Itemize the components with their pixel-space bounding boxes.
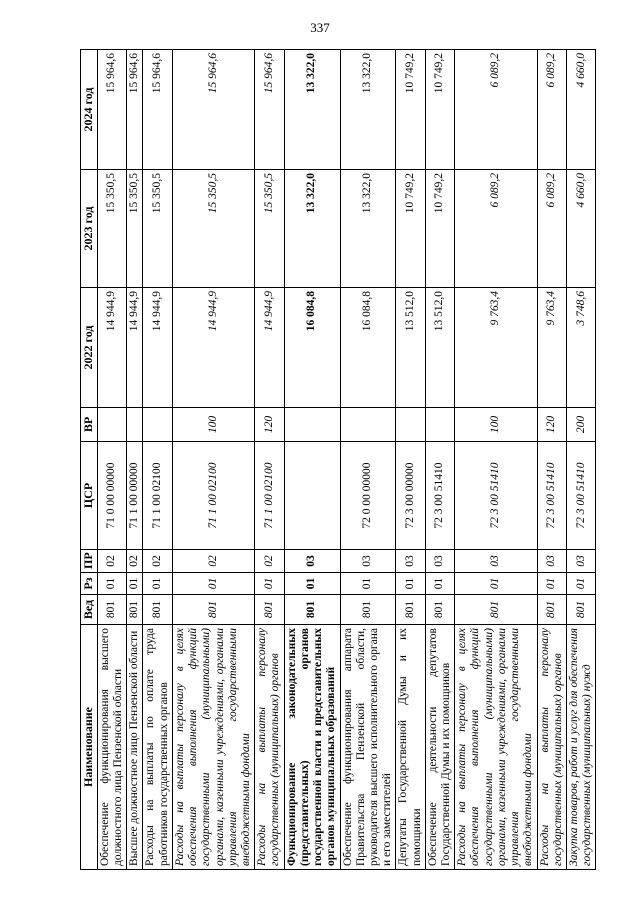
row-ved: 801 (284, 595, 340, 625)
row-2022: 14 944,9 (143, 288, 172, 408)
row-name: Функционирование законодательных (представительных) органов государственной власти и представительных органов муниципальных образований (284, 625, 340, 870)
row-name: Депутаты Государственной Думы и их помощники (396, 625, 425, 870)
row-name: Высшее должностное лицо Пензенской области (127, 625, 143, 870)
page-number: 337 (310, 20, 330, 35)
row-2024: 10 749,2 (396, 50, 425, 170)
row-ved: 801 (172, 595, 254, 625)
row-2023: 13 322,0 (340, 170, 396, 288)
row-csr: 72 0 00 00000 (340, 442, 396, 550)
row-ved: 801 (396, 595, 425, 625)
row-vr: 100 (172, 408, 254, 442)
row-rz: 01 (396, 573, 425, 595)
row-2023: 10 749,2 (425, 170, 454, 288)
row-2023: 15 350,5 (127, 170, 143, 288)
row-vr (425, 408, 454, 442)
row-csr: 71 0 00 00000 (97, 442, 126, 550)
row-2024: 13 322,0 (340, 50, 396, 170)
row-csr (284, 442, 340, 550)
row-csr: 72 3 00 51410 (537, 442, 566, 550)
row-csr: 72 3 00 00000 (396, 442, 425, 550)
row-2024: 15 964,6 (172, 50, 254, 170)
row-csr: 72 3 00 51410 (425, 442, 454, 550)
row-ved: 801 (537, 595, 566, 625)
row-csr: 72 3 00 51410 (455, 442, 537, 550)
row-2022: 16 084,8 (284, 288, 340, 408)
row-2023: 6 089,2 (537, 170, 566, 288)
row-rz: 01 (172, 573, 254, 595)
header-rz: Рз (81, 573, 98, 595)
row-2023: 10 749,2 (396, 170, 425, 288)
header-name: Наименование (81, 625, 98, 870)
row-ved: 801 (255, 595, 284, 625)
row-2024: 15 964,6 (143, 50, 172, 170)
row-rz: 01 (567, 573, 596, 595)
row-2024: 13 322,0 (284, 50, 340, 170)
row-2024: 6 089,2 (455, 50, 537, 170)
row-name: Расходы на выплаты персоналу в целях обеспечения выполнения функций государственными (муниципальными) органами, казенными учреждениями, органами управления государственными внебюджетными фондами (455, 625, 537, 870)
row-pr: 03 (425, 550, 454, 573)
row-2022: 14 944,9 (97, 288, 126, 408)
row-vr (396, 408, 425, 442)
budget-table (80, 49, 596, 870)
table-row (455, 50, 537, 870)
row-name: Расходы на выплаты персоналу государственных (муниципальных) органов (255, 625, 284, 870)
row-pr: 02 (255, 550, 284, 573)
row-2022: 9 763,4 (537, 288, 566, 408)
row-pr: 02 (172, 550, 254, 573)
header-vr: ВР (81, 408, 98, 442)
table-row (340, 50, 396, 870)
row-2023: 15 350,5 (172, 170, 254, 288)
row-pr: 02 (143, 550, 172, 573)
row-vr (127, 408, 143, 442)
row-ved: 801 (455, 595, 537, 625)
row-pr: 03 (396, 550, 425, 573)
row-2022: 3 748,6 (567, 288, 596, 408)
row-ved: 801 (425, 595, 454, 625)
row-vr: 100 (455, 408, 537, 442)
row-2022: 13 512,0 (396, 288, 425, 408)
row-name: Расходы на выплаты персоналу в целях обеспечения выполнения функций государственными (муниципальными) органами, казенными учреждениями, органами управления государственными внебюджетными фондами (172, 625, 254, 870)
row-vr (284, 408, 340, 442)
row-name: Обеспечение функционирования аппарата Правительства Пензенской области, руководителя высшего исполнительного органа и его заместителей (340, 625, 396, 870)
row-2023: 6 089,2 (455, 170, 537, 288)
row-ved: 801 (340, 595, 396, 625)
table-row (425, 50, 454, 870)
row-name: Расходы на выплаты по оплате труда работников государственных органов (143, 625, 172, 870)
table-row (537, 50, 566, 870)
row-2022: 13 512,0 (425, 288, 454, 408)
row-2023: 15 350,5 (143, 170, 172, 288)
header-2023: 2023 год (81, 170, 98, 288)
table-row (284, 50, 340, 870)
header-csr: ЦСР (81, 442, 98, 550)
header-2022: 2022 год (81, 288, 98, 408)
table-row (567, 50, 596, 870)
row-name: Обеспечение деятельности депутатов Государственной Думы и их помощников (425, 625, 454, 870)
row-2022: 14 944,9 (127, 288, 143, 408)
row-2024: 6 089,2 (537, 50, 566, 170)
row-ved: 801 (143, 595, 172, 625)
row-pr: 02 (127, 550, 143, 573)
row-vr (143, 408, 172, 442)
row-name: Закупка товаров, работ и услуг для обеспечения государственных (муниципальных) нужд (567, 625, 596, 870)
row-2022: 16 084,8 (340, 288, 396, 408)
row-vr (97, 408, 126, 442)
row-pr: 03 (455, 550, 537, 573)
row-csr: 71 1 00 02100 (143, 442, 172, 550)
row-csr: 72 3 00 51410 (567, 442, 596, 550)
row-pr: 03 (284, 550, 340, 573)
row-2023: 13 322,0 (284, 170, 340, 288)
row-rz: 01 (537, 573, 566, 595)
row-rz: 01 (340, 573, 396, 595)
table-row (255, 50, 284, 870)
row-rz: 01 (97, 573, 126, 595)
row-name: Обеспечение функционирования высшего должностного лица Пензенской области (97, 625, 126, 870)
row-rz: 01 (255, 573, 284, 595)
row-csr: 71 1 00 00000 (127, 442, 143, 550)
table-row (172, 50, 254, 870)
row-rz: 01 (284, 573, 340, 595)
row-vr: 120 (537, 408, 566, 442)
table-row (143, 50, 172, 870)
row-2024: 10 749,2 (425, 50, 454, 170)
row-2022: 14 944,9 (255, 288, 284, 408)
row-csr: 71 1 00 02100 (255, 442, 284, 550)
table-header-row (81, 50, 98, 870)
row-pr: 03 (537, 550, 566, 573)
row-rz: 01 (143, 573, 172, 595)
row-2024: 15 964,6 (255, 50, 284, 170)
row-vr (340, 408, 396, 442)
row-ved: 801 (567, 595, 596, 625)
table-row (97, 50, 126, 870)
table-row (127, 50, 143, 870)
row-2024: 15 964,6 (127, 50, 143, 170)
row-pr: 02 (97, 550, 126, 573)
row-rz: 01 (127, 573, 143, 595)
row-2022: 14 944,9 (172, 288, 254, 408)
row-ved: 801 (127, 595, 143, 625)
row-csr: 71 1 00 02100 (172, 442, 254, 550)
header-ved: Вед (81, 595, 98, 625)
row-ved: 801 (97, 595, 126, 625)
row-vr: 200 (567, 408, 596, 442)
table-row (396, 50, 425, 870)
row-2024: 4 660,0 (567, 50, 596, 170)
row-name: Расходы на выплаты персоналу государственных (муниципальных) органов (537, 625, 566, 870)
row-2023: 15 350,5 (97, 170, 126, 288)
row-vr: 120 (255, 408, 284, 442)
row-2023: 4 660,0 (567, 170, 596, 288)
row-rz: 01 (425, 573, 454, 595)
row-rz: 01 (455, 573, 537, 595)
rotated-page-content (80, 50, 594, 870)
row-pr: 03 (340, 550, 396, 573)
header-2024: 2024 год (81, 50, 98, 170)
row-2024: 15 964,6 (97, 50, 126, 170)
row-2023: 15 350,5 (255, 170, 284, 288)
header-pr: ПР (81, 550, 98, 573)
row-pr: 03 (567, 550, 596, 573)
row-2022: 9 763,4 (455, 288, 537, 408)
